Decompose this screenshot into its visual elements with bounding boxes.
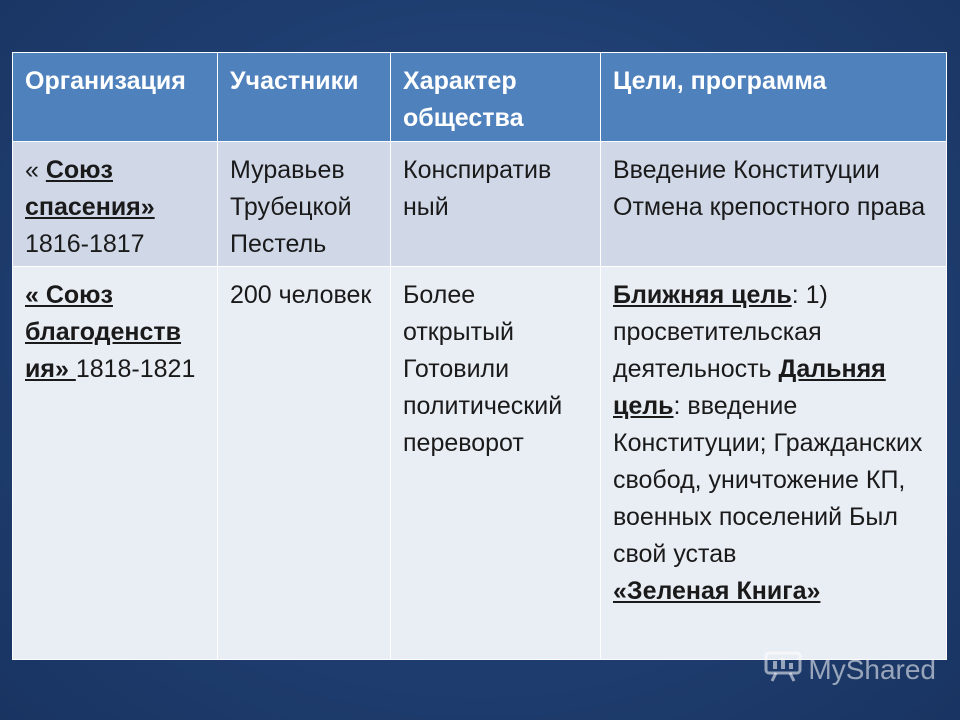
cell-organization xyxy=(13,142,218,267)
cell-organization xyxy=(13,267,218,660)
participant-name: Пестель xyxy=(230,230,327,258)
cell-character xyxy=(391,267,601,660)
org-name: « Союз благоденств ия» xyxy=(25,281,182,383)
org-years: 1816-1817 xyxy=(25,230,145,258)
participant-name: Муравьев xyxy=(230,156,345,184)
near-goal-label: Ближняя цель xyxy=(613,281,792,309)
far-goal-text: : введение Конституции; Гражданских свобод, уничтожение КП, военных поселений Был свой устав xyxy=(613,392,923,568)
header-participants: Участники xyxy=(218,53,391,142)
org-prefix: « xyxy=(25,156,46,184)
near-goal-text: : 1) просветительская деятельность xyxy=(613,281,828,383)
participant-name: Трубецкой xyxy=(230,193,352,221)
header-goals: Цели, программа xyxy=(601,53,947,142)
org-years: 1818-1821 xyxy=(75,355,196,383)
watermark-text: MyShared xyxy=(808,653,936,685)
myshared-logo-icon xyxy=(764,649,802,690)
character-text: Более открытый Готовили политический переворот xyxy=(403,281,563,457)
header-character: Характер общества xyxy=(391,53,601,142)
table-row xyxy=(13,142,947,267)
cell-goals xyxy=(601,267,947,660)
table-header-row xyxy=(13,53,947,142)
participants-count: 200 человек xyxy=(230,281,372,309)
cell-participants xyxy=(218,142,391,267)
table-row xyxy=(13,267,947,660)
cell-goals xyxy=(601,142,947,267)
goals-text: Введение Конституции Отмена крепостного права xyxy=(613,156,926,221)
organizations-table xyxy=(12,52,947,660)
header-organization: Организация xyxy=(13,53,218,142)
character-text: Конспиратив ный xyxy=(403,156,552,221)
far-goal-label: Дальняя цель xyxy=(613,355,886,420)
cell-participants xyxy=(218,267,391,660)
green-book-title: «Зеленая Книга» xyxy=(613,577,821,605)
org-name: Союз спасения» xyxy=(25,156,155,221)
myshared-watermark xyxy=(764,649,936,690)
cell-character xyxy=(391,142,601,267)
